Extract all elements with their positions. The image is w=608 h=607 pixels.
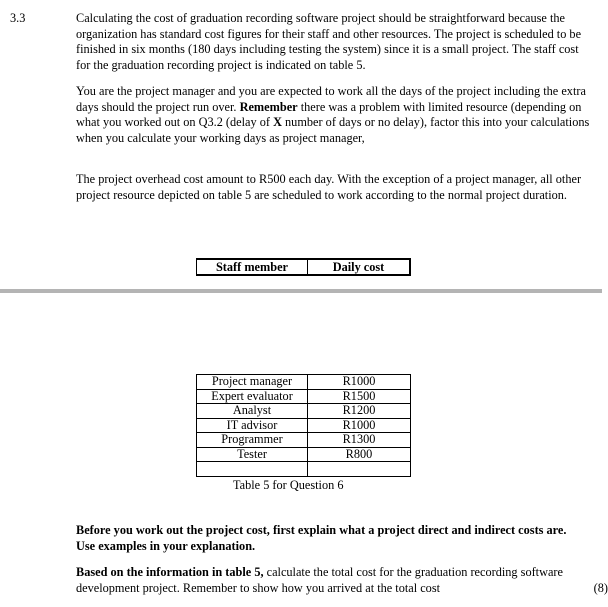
text-line: Use examples in your explanation. [76, 538, 256, 553]
overhead-paragraph [76, 172, 582, 203]
cost-cell: R800 [308, 447, 411, 462]
staff-cell: IT advisor [197, 418, 308, 433]
project-manager-paragraph [76, 84, 590, 146]
task-total-cost [76, 565, 608, 596]
staff-cell: Programmer [197, 433, 308, 448]
cost-cell: R1000 [308, 418, 411, 433]
table-row [197, 375, 411, 390]
text-line: project resource depicted on table 5 are scheduled to work according to the normal project duration. [76, 187, 568, 202]
text-line [76, 115, 590, 131]
staff-cost-table [196, 374, 411, 477]
cost-cell: R1000 [308, 375, 411, 390]
text-line [76, 99, 582, 116]
page-separator [0, 289, 602, 293]
table-row [197, 404, 411, 419]
staff-cell [197, 462, 308, 477]
text-run: number of days or no delay), factor this into your calculations [281, 115, 590, 130]
text-line: when you calculate your working days as project manager, [76, 130, 365, 145]
header-daily-cost: Daily cost [308, 259, 411, 275]
cost-cell [308, 462, 411, 477]
text-line [76, 565, 576, 581]
text-line: The project overhead cost amount to R500 each day. With the exception of a project manager, all other [76, 172, 582, 186]
staff-cell: Analyst [197, 404, 308, 419]
staff-cell: Expert evaluator [197, 389, 308, 404]
table-row [197, 433, 411, 448]
text-run: calculate the total cost for the graduation recording software [263, 565, 563, 579]
emphasis-based-on: Based on the information in table 5, [76, 565, 264, 579]
text-line: Before you work out the project cost, first explain what a project direct and indirect costs are. [76, 523, 567, 537]
text-line [76, 580, 608, 597]
header-row [197, 259, 411, 275]
cost-cell: R1500 [308, 389, 411, 404]
text-run: development project. Remember to show how you arrived at the total cost [76, 580, 441, 595]
text-run: there was a problem with limited resource (depending on [297, 99, 582, 114]
text-run: what you worked out on Q3.2 (delay of [76, 115, 274, 130]
table-row [197, 389, 411, 404]
cost-cell: R1200 [308, 404, 411, 419]
intro-paragraph [76, 11, 582, 73]
table-row [197, 462, 411, 477]
text-line: Calculating the cost of graduation recording software project should be straightforward because the [76, 11, 565, 25]
marks-label: (8) [593, 580, 608, 595]
text-line: organization has standard cost figures for their staff and other resources. The project is scheduled to be [76, 26, 582, 41]
question-number: 3.3 [10, 11, 26, 25]
task-direct-indirect [76, 523, 576, 554]
text-line: You are the project manager and you are expected to work all the days of the project including the extra [76, 84, 586, 98]
cost-cell: R1300 [308, 433, 411, 448]
header-staff-member: Staff member [197, 259, 308, 275]
staff-cell: Tester [197, 447, 308, 462]
emphasis-remember: Remember [239, 99, 298, 114]
emphasis-x: X [273, 115, 282, 130]
table-row [197, 447, 411, 462]
text-line: finished in six months (180 days including testing the system) since it is a small project. The staff cost [76, 42, 579, 57]
table-caption: Table 5 for Question 6 [233, 478, 344, 492]
text-run: days should the project run over. [76, 99, 240, 114]
staff-cell: Project manager [197, 375, 308, 390]
table-row [197, 418, 411, 433]
table-header [196, 258, 411, 276]
text-line: for the graduation recording project is indicated on table 5. [76, 57, 366, 72]
